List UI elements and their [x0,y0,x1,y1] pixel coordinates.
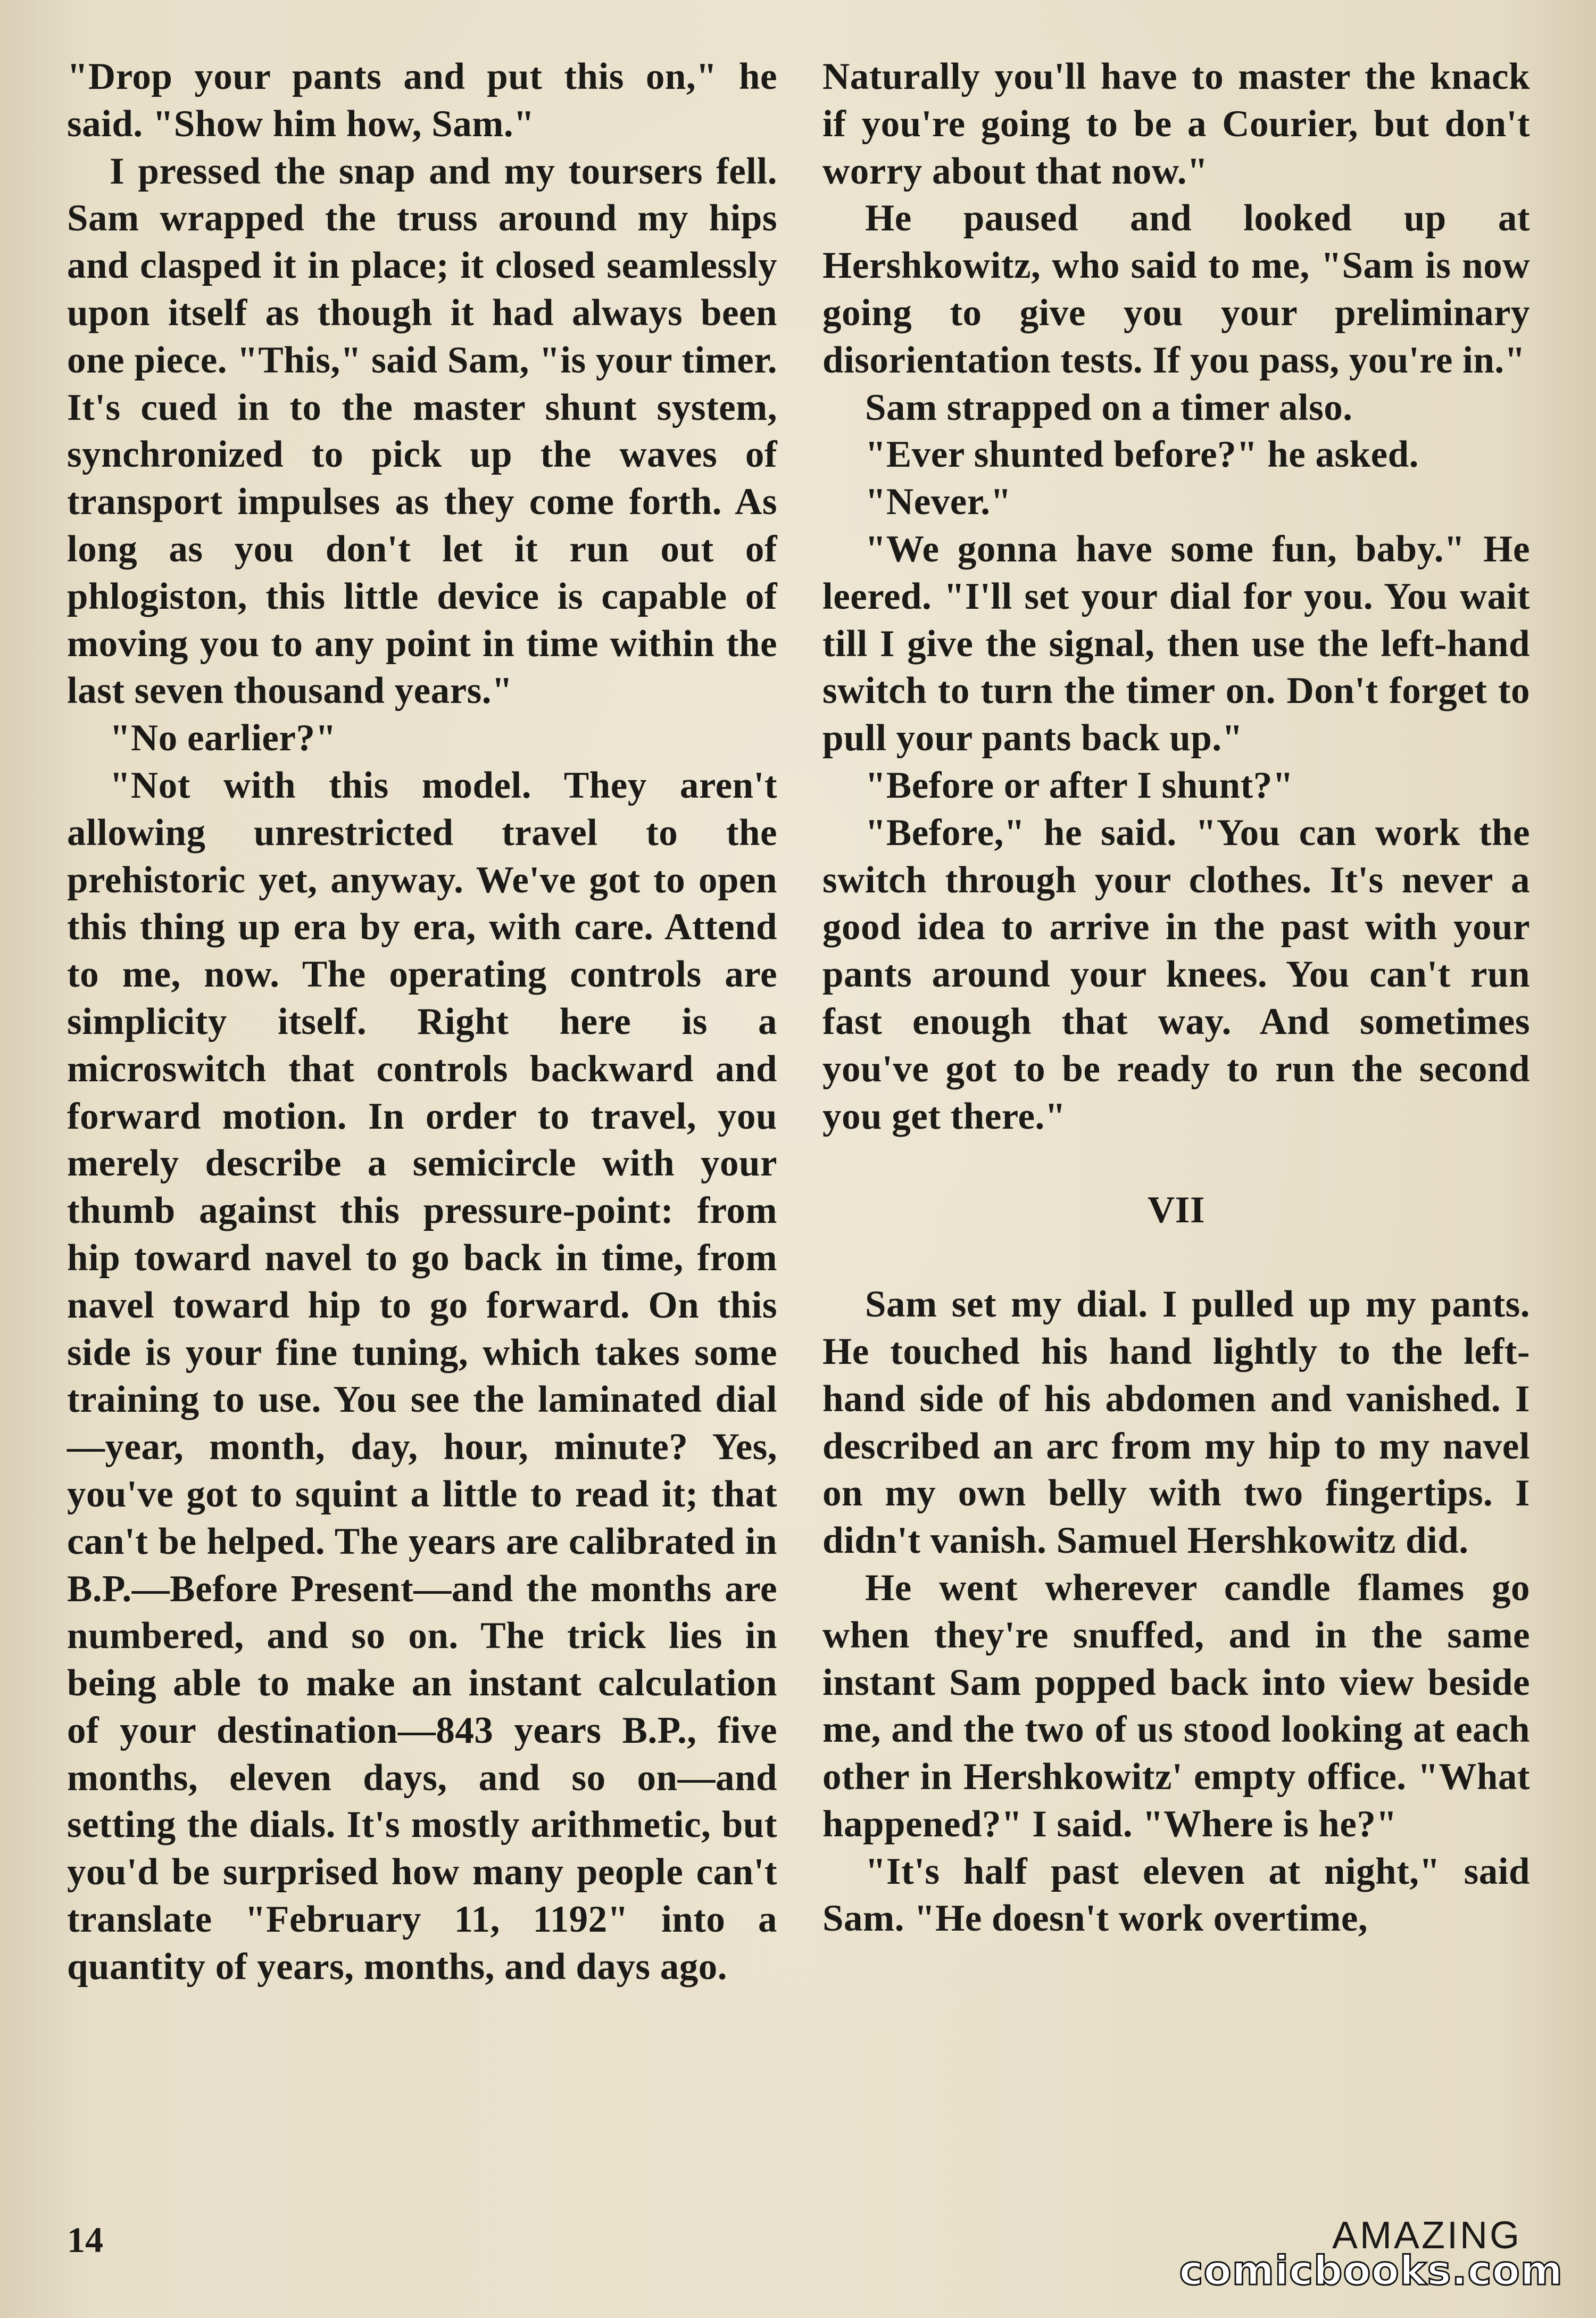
left-text-column [67,53,777,1991]
paragraph: "It's half past eleven at night," said Sam. "He doesn't work overtime, [822,1850,1530,1940]
paragraph: "We gonna have some fun, baby." He leered. "I'll set your dial for you. You wait till I give the signal, then use the left-hand switch to turn the timer on. Don't forget to pull your pants back up." [822,528,1530,759]
paragraph: Sam set my dial. I pulled up my pants. He touched his hand lightly to the left-hand side of his abdomen and vanished. I described an arc from my hip to my navel on my own belly with two fingertips. I didn't vanish. Samuel Hershkowitz did. [822,1284,1530,1562]
paragraph: "No earlier?" [110,717,337,759]
section-heading: VII [1147,1189,1206,1231]
page-number: 14 [67,2220,103,2260]
paragraph: "Not with this model. They aren't allowing unrestricted travel to the prehistoric yet, anyway. We've got to open this thing up era by era, with care. Attend to me, now. The operating controls are simplicity itself. Right here is a microswitch that controls backward and forward motion. In order to travel, you merely describe a semicircle with your thumb against this pressure-point: from hip toward navel to go back in time, from navel toward hip to go forward. On this side is your fine tuning, which takes some training to use. You see the laminated dial—year, month, day, hour, minute? Yes, you've got to squint a little to read it; that can't be helped. The years are calibrated in B.P.—Before Present—and the months are numbered, and so on. The trick lies in being able to make an instant calculation of your destination—843 years B.P., five months, eleven days, and so on—and setting the dials. It's mostly arithmetic, but you'd be surprised how many people can't translate "February 11, 1192" into a quantity of years, months, and days ago. [67,764,777,1988]
right-text-column [822,53,1530,1942]
paragraph: "Before or after I shunt?" [865,764,1294,806]
watermark: comicbooks.com [1179,2247,1563,2294]
running-title: AMAZING [1332,2214,1522,2257]
paragraph: He went wherever candle flames go when they're snuffed, and in the same instant Sam popped back into view beside me, and the two of us stood looking at each other in Hershkowitz' empty office. "What happened?" I said. "Where is he?" [822,1567,1530,1845]
paragraph: He paused and looked up at Hershkowitz, who said to me, "Sam is now going to give you your preliminary disorientation tests. If you pass, you're in." [822,197,1530,381]
paragraph: "Drop your pants and put this on," he said. "Show him how, Sam." [67,56,777,145]
paragraph: Naturally you'll have to master the knack if you're going to be a Courier, but don't worry about that now." [822,56,1530,192]
paragraph: "Never." [865,481,1012,523]
paragraph: Sam strapped on a timer also. [865,386,1353,428]
paragraph: "Ever shunted before?" he asked. [865,434,1419,476]
paragraph: "Before," he said. "You can work the switch through your clothes. It's never a good idea to arrive in the past with your pants around your knees. You can't run fast enough that way. And sometimes you've got to be ready to run the second you get there." [822,812,1530,1137]
paragraph: I pressed the snap and my toursers fell. Sam wrapped the truss around my hips and clasped it in place; it closed seamlessly upon itself as though it had always been one piece. "This," said Sam, "is your timer. It's cued in to the master shunt system, synchronized to pick up the waves of transport impulses as they come forth. As long as you don't let it run out of phlogiston, this little device is capable of moving you to any point in time within the last seven thousand years." [67,150,777,712]
